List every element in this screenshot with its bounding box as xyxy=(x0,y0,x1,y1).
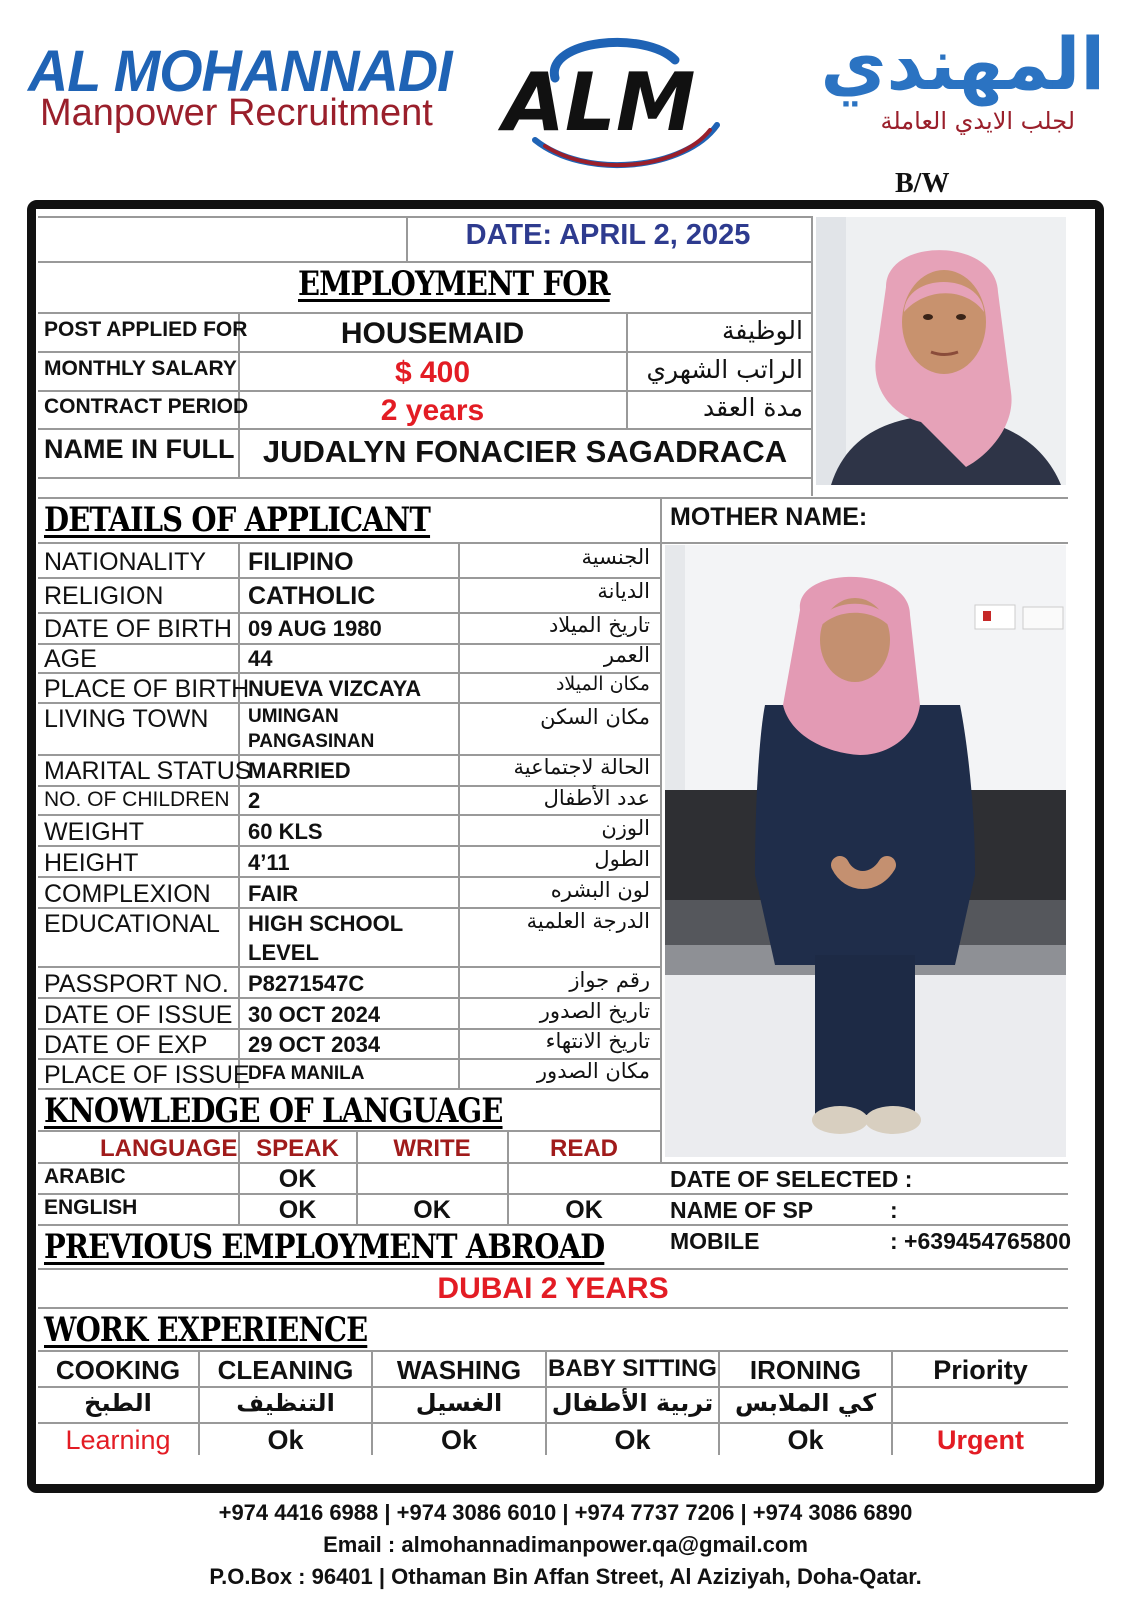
detail-value: 4’11 xyxy=(248,850,290,875)
work-col-baby-sitting: BABY SITTING xyxy=(548,1355,717,1382)
detail-value: 44 xyxy=(248,646,273,671)
detail-value: 2 xyxy=(248,788,261,813)
detail-value: 30 OCT 2024 xyxy=(248,1002,381,1027)
brand-name-en: AL MOHANNADI xyxy=(28,39,452,104)
detail-ar: الحالة لاجتماعية xyxy=(513,755,650,779)
detail-label: RELIGION xyxy=(44,582,164,610)
language-col-header: LANGUAGE xyxy=(100,1135,238,1162)
detail-ar: لون البشره xyxy=(550,878,650,902)
previous-employment-heading: PREVIOUS EMPLOYMENT ABROAD xyxy=(44,1227,605,1267)
footer-phones: +974 4416 6988 | +974 3086 6010 | +974 7737 7206 | +974 3086 6890 xyxy=(218,1500,913,1525)
detail-label: PLACE OF BIRTH xyxy=(44,675,250,703)
previous-employment-value: DUBAI 2 YEARS xyxy=(437,1272,669,1305)
work-status-washing: Ok xyxy=(440,1425,478,1455)
language-name: ARABIC xyxy=(44,1165,126,1188)
work-ar-cooking: الطبخ xyxy=(84,1389,152,1417)
detail-label: WEIGHT xyxy=(44,818,144,846)
name-of-sp-colon: : xyxy=(890,1197,898,1223)
footer-address: P.O.Box : 96401 | Othaman Bin Affan Street, Al Aziziyah, Doha-Qatar. xyxy=(209,1564,922,1589)
post-applied-ar: الوظيفة xyxy=(722,316,803,345)
detail-ar: تاريخ الصدور xyxy=(539,999,650,1023)
contract-period-label: CONTRACT PERIOD xyxy=(44,395,249,418)
detail-ar: الجنسية xyxy=(581,545,650,569)
write-col-header: WRITE xyxy=(393,1135,471,1162)
detail-value: CATHOLIC xyxy=(248,582,376,610)
work-status-cooking: Learning xyxy=(65,1425,171,1455)
brand-tagline-ar: لجلب الايدي العاملة xyxy=(880,107,1075,135)
date-of-selected-label: DATE OF SELECTED : xyxy=(670,1166,913,1192)
detail-value: NUEVA VIZCAYA xyxy=(248,676,422,701)
detail-ar: الديانة xyxy=(597,579,650,603)
work-col-washing: WASHING xyxy=(396,1355,522,1385)
detail-label: LIVING TOWN xyxy=(44,705,209,733)
detail-ar: عدد الأطفال xyxy=(543,786,650,810)
work-ar-baby-sitting: تربية الأطفال xyxy=(551,1389,714,1417)
detail-label: PASSPORT NO. xyxy=(44,970,229,998)
name-of-sp-label: NAME OF SP xyxy=(670,1197,814,1223)
read-col-header: READ xyxy=(549,1135,618,1162)
detail-ar: تاريخ الميلاد xyxy=(548,613,650,637)
detail-label: EDUCATIONAL xyxy=(44,910,220,938)
language-write: OK xyxy=(413,1196,451,1224)
employment-for-heading: EMPLOYMENT FOR xyxy=(298,264,610,304)
detail-value-line2: PANGASINAN xyxy=(248,731,375,752)
detail-label: DATE OF EXP xyxy=(44,1031,208,1059)
name-in-full-value: JUDALYN FONACIER SAGADRACA xyxy=(262,434,788,469)
details-heading: DETAILS OF APPLICANT xyxy=(44,500,431,540)
mother-name-label: MOTHER NAME: xyxy=(670,503,868,531)
detail-label: DATE OF BIRTH xyxy=(44,615,232,643)
detail-ar: الوزن xyxy=(601,816,650,840)
contract-period-ar: مدة العقد xyxy=(703,393,803,422)
detail-value: 09 AUG 1980 xyxy=(248,616,382,641)
work-experience-heading: WORK EXPERIENCE xyxy=(44,1310,368,1350)
work-col-cleaning: CLEANING xyxy=(217,1355,354,1385)
detail-label: DATE OF ISSUE xyxy=(44,1001,233,1029)
bw-tag: B/W xyxy=(895,168,950,199)
monthly-salary-value: $ 400 xyxy=(394,356,471,389)
applicant-full-body-photo xyxy=(665,545,1066,1157)
work-status-priority: Urgent xyxy=(937,1425,1024,1455)
monthly-salary-label: MONTHLY SALARY xyxy=(44,357,237,380)
contract-period-value: 2 years xyxy=(380,394,485,427)
language-heading: KNOWLEDGE OF LANGUAGE xyxy=(44,1091,503,1131)
monthly-salary-ar: الراتب الشهري xyxy=(646,355,803,384)
speak-col-header: SPEAK xyxy=(256,1135,339,1162)
detail-ar: الطول xyxy=(594,847,650,871)
detail-label: NO. OF CHILDREN xyxy=(44,788,230,811)
work-status-cleaning: Ok xyxy=(267,1425,304,1455)
detail-value: UMINGAN xyxy=(248,706,339,727)
post-applied-label: POST APPLIED FOR xyxy=(44,318,248,341)
brand-name-ar: المهندي xyxy=(820,22,1105,106)
detail-value: FILIPINO xyxy=(248,548,354,576)
work-ar-ironing: كي الملابس xyxy=(734,1389,877,1417)
work-status-baby-sitting: Ok xyxy=(614,1425,651,1455)
name-in-full-label: NAME IN FULL xyxy=(44,434,235,464)
detail-value: 29 OCT 2034 xyxy=(248,1032,381,1057)
work-ar-washing: الغسيل xyxy=(415,1389,503,1417)
post-applied-value: HOUSEMAID xyxy=(340,317,525,350)
detail-value: 60 KLS xyxy=(248,819,323,844)
detail-value: HIGH SCHOOL xyxy=(248,911,404,936)
applicant-portrait-photo xyxy=(816,217,1066,485)
detail-value: MARRIED xyxy=(248,758,351,783)
work-ar-cleaning: التنظيف xyxy=(236,1389,335,1417)
detail-ar: مكان الميلاد xyxy=(555,673,650,695)
language-speak: OK xyxy=(278,1165,317,1193)
language-name: ENGLISH xyxy=(44,1196,138,1219)
work-col-ironing: IRONING xyxy=(749,1355,862,1385)
detail-label: NATIONALITY xyxy=(44,548,207,576)
detail-ar: مكان السكن xyxy=(540,705,650,729)
detail-label: MARITAL STATUS xyxy=(44,757,252,785)
form-date: DATE: APRIL 2, 2025 xyxy=(465,219,751,251)
alm-logo-icon xyxy=(495,30,735,170)
detail-value-line2: LEVEL xyxy=(248,940,319,965)
detail-ar: تاريخ الانتهاء xyxy=(545,1029,650,1053)
work-col-cooking: COOKING xyxy=(55,1355,181,1385)
work-status-ironing: Ok xyxy=(787,1425,824,1455)
detail-label: COMPLEXION xyxy=(44,880,211,908)
detail-ar: رقم جواز xyxy=(569,968,650,992)
work-col-priority: Priority xyxy=(933,1355,1028,1385)
detail-value: FAIR xyxy=(248,881,299,906)
alm-logo-text: ALM xyxy=(503,56,696,149)
mobile-label: MOBILE xyxy=(670,1228,760,1254)
language-read: OK xyxy=(565,1196,603,1224)
detail-label: AGE xyxy=(44,645,97,673)
detail-value: P8271547C xyxy=(248,971,365,996)
detail-ar: الدرجة العلمية xyxy=(526,909,650,933)
detail-ar: مكان الصدور xyxy=(536,1059,650,1083)
detail-label: PLACE OF ISSUE xyxy=(44,1061,250,1089)
mobile-value: : +639454765800 xyxy=(890,1228,1071,1254)
detail-label: HEIGHT xyxy=(44,849,139,877)
brand-tagline-en: Manpower Recruitment xyxy=(40,92,433,134)
detail-ar: العمر xyxy=(603,643,650,667)
detail-value: DFA MANILA xyxy=(248,1063,365,1084)
language-speak: OK xyxy=(278,1196,317,1224)
footer-email: Email : almohannadimanpower.qa@gmail.com xyxy=(323,1532,808,1557)
